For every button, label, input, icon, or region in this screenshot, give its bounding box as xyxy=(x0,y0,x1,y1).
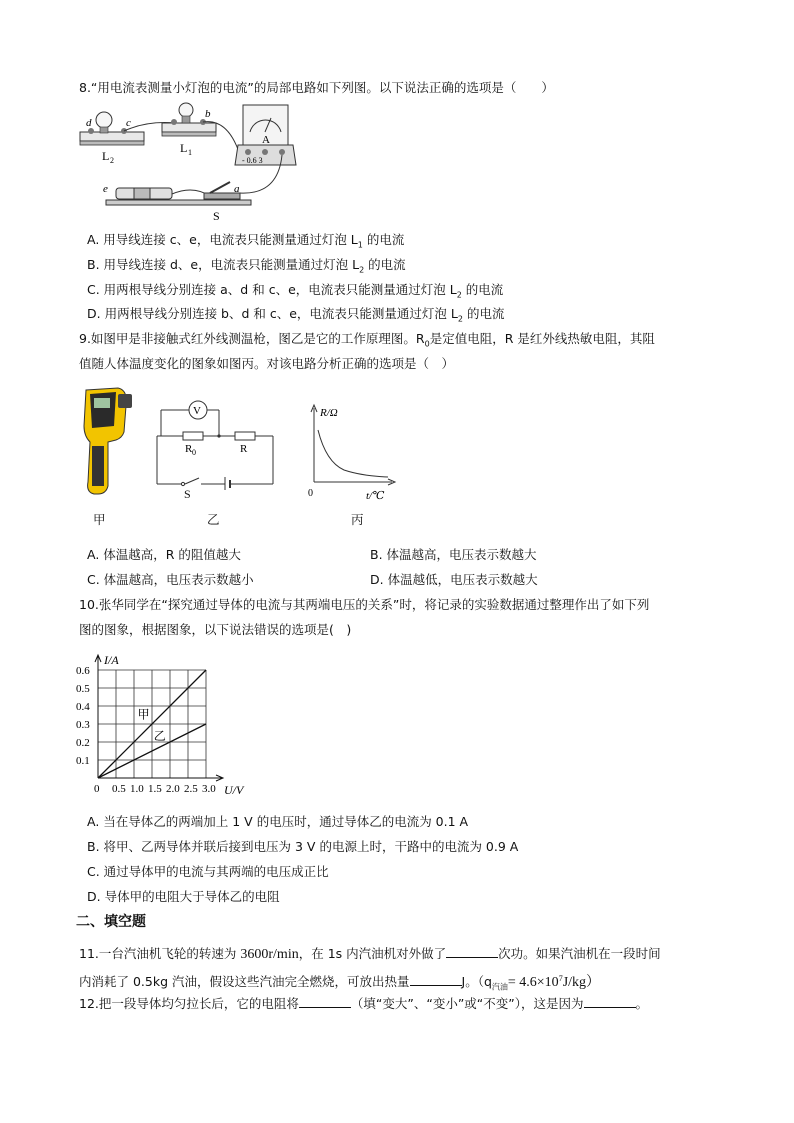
r-axis-label: R/Ω xyxy=(320,407,338,419)
q10-option-d: D. 导体甲的电阻大于导体乙的电阻 xyxy=(87,889,280,904)
q10-option-a: A. 当在导体乙的两端加上 1 V 的电压时，通过导体乙的电流为 0.1 A xyxy=(87,814,469,829)
q12-blank-1[interactable] xyxy=(299,1007,351,1008)
fig-yi-label: 乙 xyxy=(207,512,220,527)
q11-line2: 内消耗了 0.5kg 汽油，假设这些汽油完全燃烧，可放出热量 J。$(q_{汽油}= 4.6\times 10^7J/kg)$ xyxy=(79,974,601,992)
q9-option-d: D. 体温越低，电压表示数越大 xyxy=(370,572,538,587)
series-label-1: 甲 xyxy=(137,707,150,722)
fig-jia-label: 甲 xyxy=(93,512,106,527)
q8-option-a: A. 用导线连接 c、e，电流表只能测量通过灯泡 $L_1$ 的电流 xyxy=(87,232,405,250)
section-title: 二、填空题 xyxy=(76,914,146,930)
x-tick-label: 1.5 xyxy=(148,783,162,795)
label-A: A xyxy=(262,134,270,146)
y-tick-label: 0.5 xyxy=(76,683,90,695)
switch-label: S xyxy=(184,487,191,501)
r0-label: R xyxy=(185,443,193,455)
q10-option-c: C. 通过导体甲的电流与其两端的电压成正比 xyxy=(87,864,329,879)
q8-option-c: C. 用两根导线分别连接 a、d 和 c、e，电流表只能测量通过灯泡 $L_2$ 的电流 xyxy=(87,282,504,300)
q11-blank-1[interactable] xyxy=(446,957,498,958)
q10-option-b: B. 将甲、乙两导体并联后接到电压为 3 V 的电源上时，干路中的电流为 0.9 A xyxy=(87,839,519,854)
label-e: e xyxy=(103,183,108,195)
label-S: S xyxy=(213,209,220,223)
q9-stem-line1: 9.如图甲是非接触式红外线测温枪，图乙是它的工作原理图。$R_0$是定值电阻，R 是红外线热敏电阻，其阻 xyxy=(79,331,655,349)
thermometer-gun-image xyxy=(78,386,136,498)
q9-circuit-diagram xyxy=(155,400,275,490)
x-tick-label: 0 xyxy=(94,783,100,795)
r0-label-sub: 0 xyxy=(192,448,196,457)
x-tick-label: 3.0 xyxy=(202,783,216,795)
meter-scale: - 0.6 3 xyxy=(242,156,263,165)
y-tick-label: 0.4 xyxy=(76,701,90,713)
label-b: b xyxy=(205,108,211,120)
q9-stem-line2: 值随人体温度变化的图象如图丙。对该电路分析正确的选项是（ ） xyxy=(79,356,455,371)
t-axis-label: t/℃ xyxy=(366,490,385,502)
y-tick-label: 0.3 xyxy=(76,719,90,731)
q8-stem: 8.“用电流表测量小灯泡的电流”的局部电路如下列图。以下说法正确的选项是（ ） xyxy=(79,80,554,95)
x-tick-label: 0.5 xyxy=(112,783,126,795)
x-axis-label: U/V xyxy=(224,783,244,797)
y-tick-label: 0.1 xyxy=(76,755,90,767)
q12-blank-2[interactable] xyxy=(584,1007,636,1008)
r-label: R xyxy=(240,443,248,455)
label-d: d xyxy=(86,117,92,129)
voltmeter-label: V xyxy=(193,405,201,417)
q9-option-b: B. 体温越高，电压表示数越大 xyxy=(370,547,537,562)
series-label-2: 乙 xyxy=(153,729,166,744)
q9-option-a: A. 体温越高，R 的阻值越大 xyxy=(87,547,241,562)
fig-bing-label: 丙 xyxy=(351,512,364,527)
x-tick-label: 2.5 xyxy=(184,783,198,795)
q8-option-d: D. 用两根导线分别连接 b、d 和 c、e，电流表只能测量通过灯泡 $L_2$ 的电流 xyxy=(87,306,505,324)
q8-option-b: B. 用导线连接 d、e，电流表只能测量通过灯泡 $L_2$ 的电流 xyxy=(87,257,406,275)
y-tick-label: 0.2 xyxy=(76,737,90,749)
q11-blank-2[interactable] xyxy=(410,985,462,986)
label-L1: L xyxy=(180,141,188,155)
label-L2-sub: 2 xyxy=(110,156,114,165)
q9-option-c: C. 体温越高，电压表示数越小 xyxy=(87,572,254,587)
q8-circuit-figure xyxy=(78,100,308,225)
label-c: c xyxy=(126,117,131,129)
q10-stem-line1: 10.张华同学在“探究通过导体的电流与其两端电压的关系”时，将记录的实验数据通过整理作出了如下列 xyxy=(79,597,650,612)
q11-line1: 11.一台汽油机飞轮的转速为 3600r/min，在 1s 内汽油机对外做了 次功。如果汽油机在一段时间 xyxy=(79,946,661,962)
x-tick-label: 2.0 xyxy=(166,783,180,795)
y-axis-label: I/A xyxy=(104,653,119,667)
label-L2: L xyxy=(102,149,110,163)
q10-stem-line2: 图的图象，根据图象，以下说法错误的选项是( ) xyxy=(79,622,352,637)
r-t-graph xyxy=(304,402,400,502)
label-a: a xyxy=(234,183,240,195)
i-u-chart xyxy=(74,644,254,804)
y-tick-label: 0.6 xyxy=(76,665,90,677)
x-tick-label: 1.0 xyxy=(130,783,144,795)
q12-line: 12.把一段导体均匀拉长后，它的电阻将 （填“变大”、“变小”或“不变”），这是因为 。 xyxy=(79,996,649,1011)
label-L1-sub: 1 xyxy=(188,148,192,157)
origin-label: 0 xyxy=(308,488,313,499)
